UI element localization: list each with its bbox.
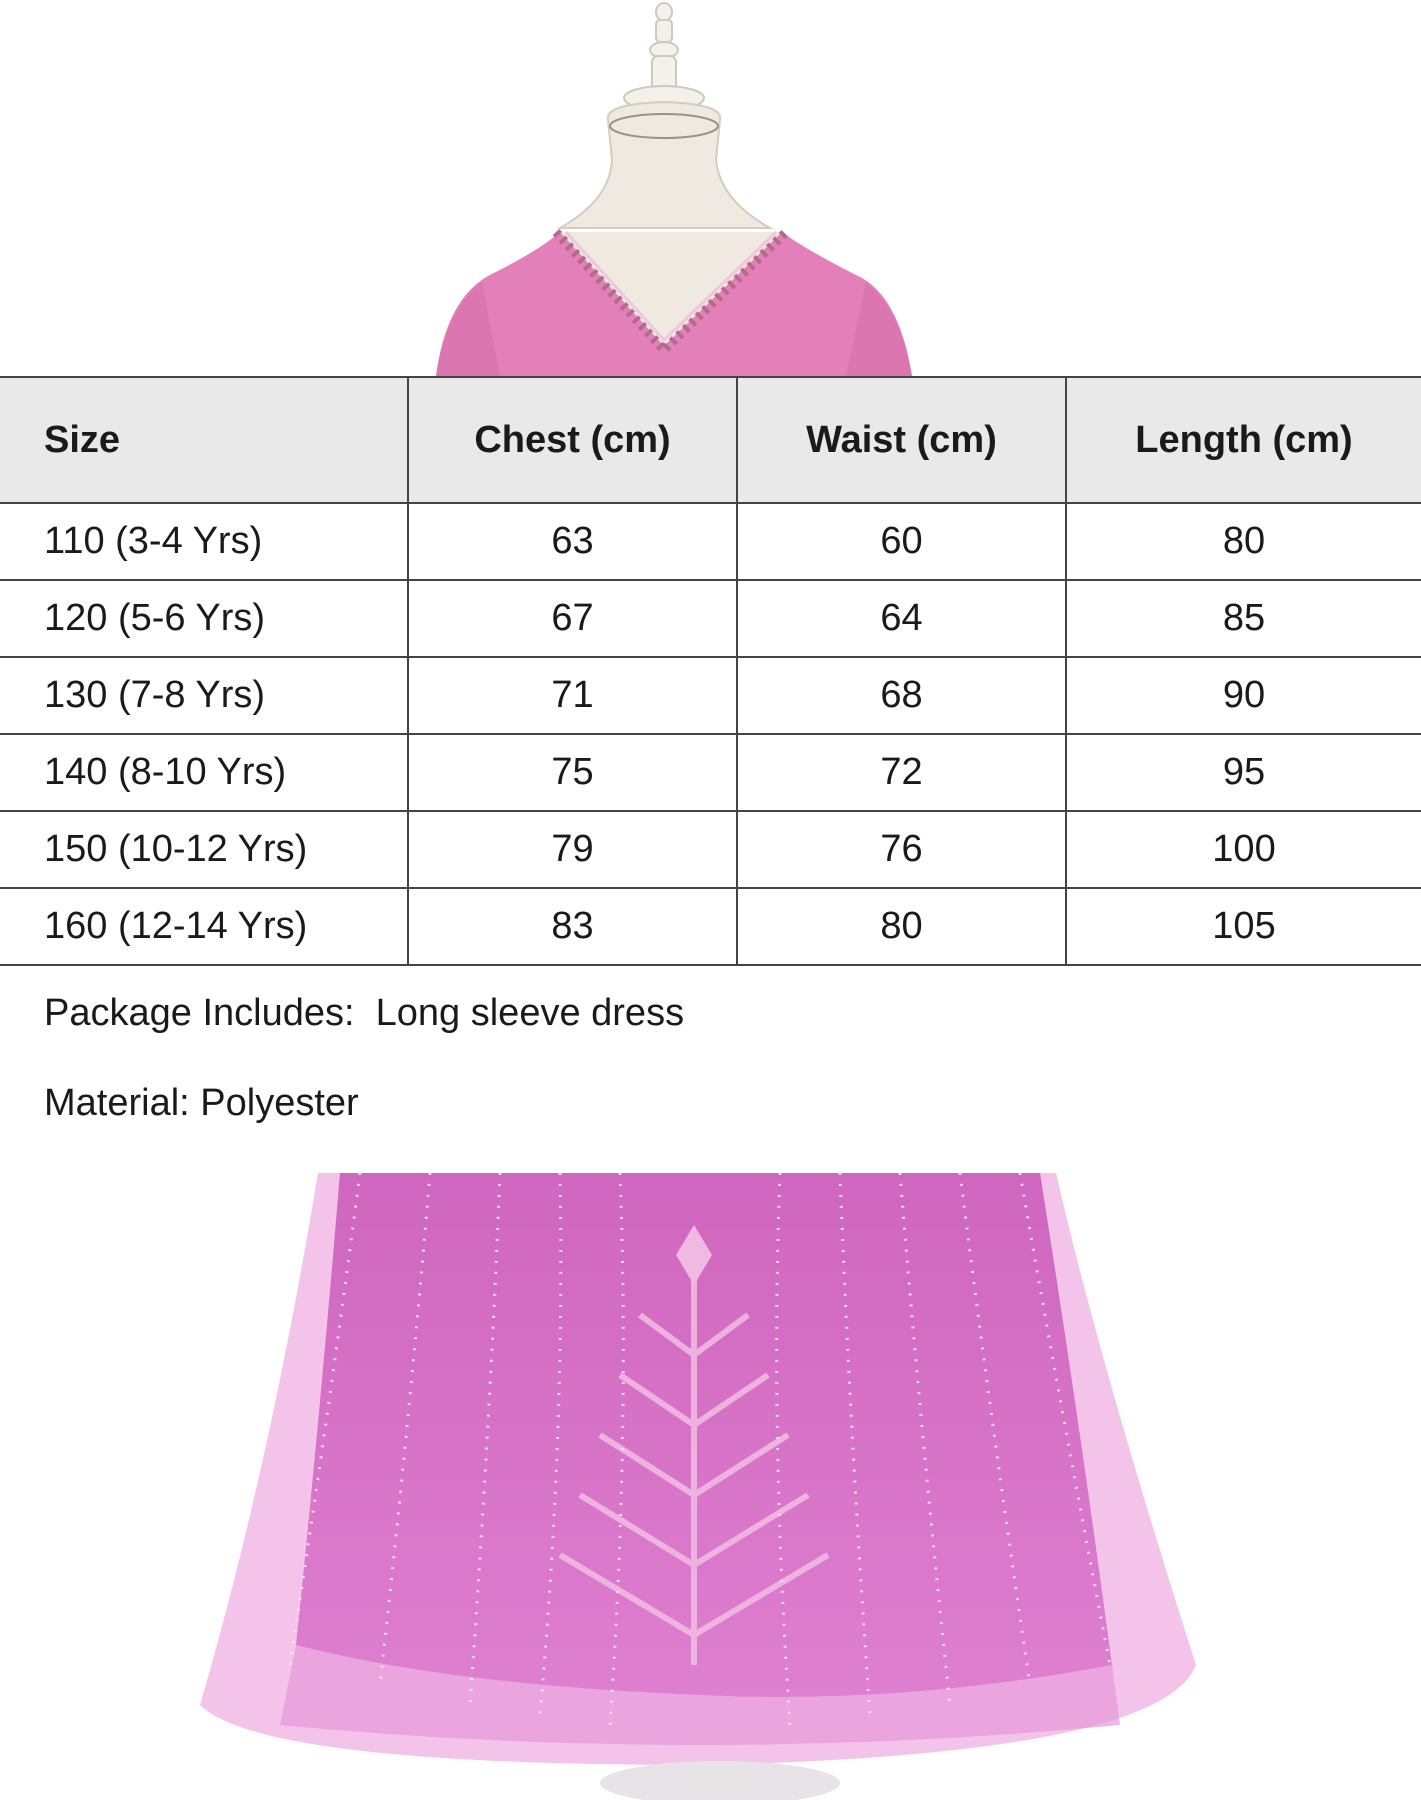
length-cell: 95: [1066, 734, 1421, 811]
mannequin-finial: [624, 3, 704, 110]
size-chart-table: [0, 376, 1421, 966]
dress-bodice-image: [0, 0, 1421, 376]
table-row: [0, 503, 1421, 580]
size-cell: 150 (10-12 Yrs): [0, 811, 408, 888]
waist-cell: 72: [737, 734, 1066, 811]
table-header-row: [0, 377, 1421, 503]
mannequin-torso: [560, 102, 770, 228]
table-row: [0, 657, 1421, 734]
chest-cell: 75: [408, 734, 737, 811]
package-includes-text: Package Includes: Long sleeve dress: [44, 992, 685, 1034]
size-cell: 110 (3-4 Yrs): [0, 503, 408, 580]
length-cell: 105: [1066, 888, 1421, 965]
size-cell: 120 (5-6 Yrs): [0, 580, 408, 657]
chest-cell: 63: [408, 503, 737, 580]
table-row: [0, 811, 1421, 888]
dress-skirt-image: [0, 1165, 1421, 1800]
size-cell: 160 (12-14 Yrs): [0, 888, 408, 965]
header-waist: Waist (cm): [737, 377, 1066, 503]
waist-cell: 76: [737, 811, 1066, 888]
length-cell: 90: [1066, 657, 1421, 734]
table-row: [0, 888, 1421, 965]
size-cell: 130 (7-8 Yrs): [0, 657, 408, 734]
length-cell: 85: [1066, 580, 1421, 657]
header-length: Length (cm): [1066, 377, 1421, 503]
table-row: [0, 734, 1421, 811]
chest-cell: 71: [408, 657, 737, 734]
waist-cell: 68: [737, 657, 1066, 734]
chest-cell: 67: [408, 580, 737, 657]
size-cell: 140 (8-10 Yrs): [0, 734, 408, 811]
header-chest: Chest (cm): [408, 377, 737, 503]
waist-cell: 60: [737, 503, 1066, 580]
mannequin-stand: [600, 1761, 840, 1800]
header-size: Size: [0, 377, 408, 503]
table-row: [0, 580, 1421, 657]
waist-cell: 80: [737, 888, 1066, 965]
length-cell: 100: [1066, 811, 1421, 888]
chest-cell: 79: [408, 811, 737, 888]
chest-cell: 83: [408, 888, 737, 965]
material-text: Material: Polyester: [44, 1082, 359, 1124]
waist-cell: 64: [737, 580, 1066, 657]
length-cell: 80: [1066, 503, 1421, 580]
